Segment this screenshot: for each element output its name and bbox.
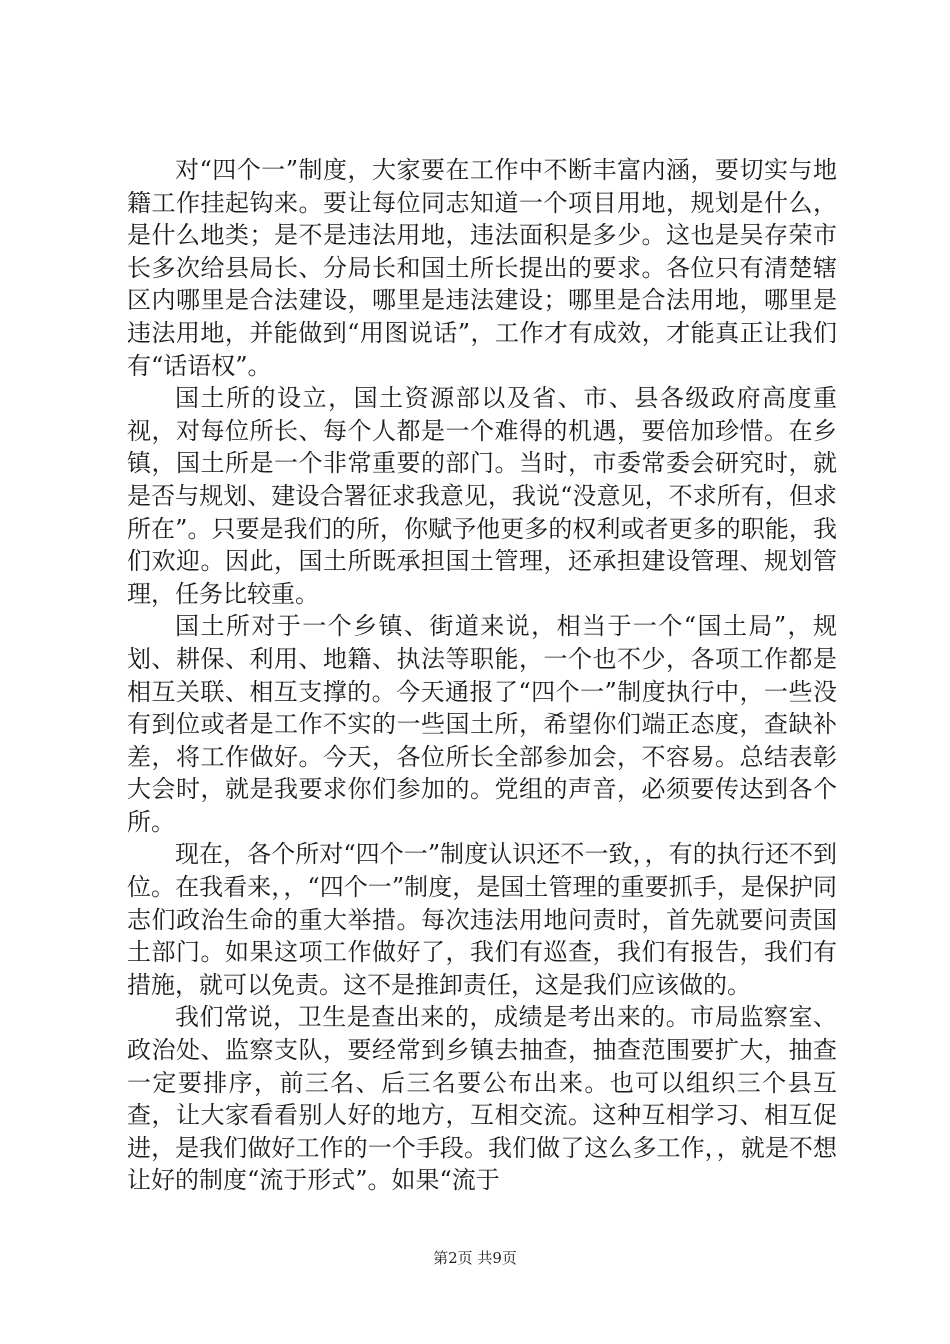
paragraph: 现在，各个所对“四个一”制度认识还不一致，，有的执行还不到位。在我看来，，“四个一”制度，是国土管理的重要抓手，是保护同志们政治生命的重大举措。每次违法用地问责时，首先就要问责国土部门。如果这项工作做好了，我们有巡查，我们有报告，我们有措施，就可以免责。这不是推卸责任，这是我们应该做的。	[127, 840, 837, 999]
paragraph: 对“四个一”制度，大家要在工作中不断丰富内涵，要切实与地籍工作挂起钩来。要让每位同志知道一个项目用地，规划是什么，是什么地类；是不是违法用地，违法面积是多少。这也是吴存荣市长多次给县局长、分局长和国土所长提出的要求。各位只有清楚辖区内哪里是合法建设，哪里是违法建设；哪里是合法用地，哪里是违法用地，并能做到“用图说话”，工作才有成效，才能真正让我们有“话语权”。	[127, 156, 837, 380]
paragraph: 国土所对于一个乡镇、街道来说，相当于一个“国土局”，规划、耕保、利用、地籍、执法等职能，一个也不少，各项工作都是相互关联、相互支撑的。今天通报了“四个一”制度执行中，一些没有到位或者是工作不实的一些国土所，希望你们端正态度，查缺补差，将工作做好。今天，各位所长全部参加会，不容易。总结表彰大会时，就是我要求你们参加的。党组的声音，必须要传达到各个所。	[127, 612, 837, 836]
paragraph: 我们常说，卫生是查出来的，成绩是考出来的。市局监察室、政治处、监察支队，要经常到乡镇去抽查，抽查范围要扩大，抽查一定要排序，前三名、后三名要公布出来。也可以组织三个县互查，让大家看看别人好的地方，互相交流。这种互相学习、相互促进，是我们做好工作的一个手段。我们做了这么多工作，，就是不想让好的制度“流于形式”。如果“流于	[127, 1003, 837, 1195]
document-body	[127, 154, 837, 1197]
paragraph: 国土所的设立，国土资源部以及省、市、县各级政府高度重视，对每位所长、每个人都是一个难得的机遇，要倍加珍惜。在乡镇，国土所是一个非常重要的部门。当时，市委常委会研究时，就是否与规划、建设合署征求我意见，我说“没意见，不求所有，但求所在”。只要是我们的所，你赋予他更多的权利或者更多的职能，我们欢迎。因此，国土所既承担国土管理，还承担建设管理、规划管理，任务比较重。	[127, 384, 837, 608]
page-number-footer: 第2页 共9页	[433, 1249, 517, 1267]
